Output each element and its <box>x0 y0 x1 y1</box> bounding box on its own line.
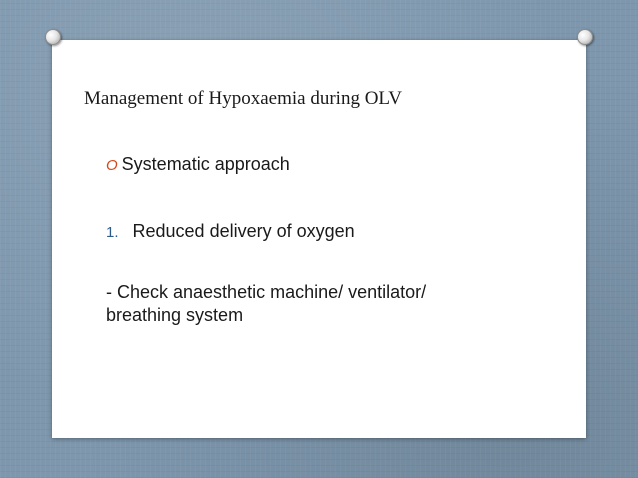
check-item <box>106 281 526 327</box>
slide-title: Management of Hypoxaemia during OLV <box>84 88 402 109</box>
numbered-marker: 1. <box>106 224 119 241</box>
bullet-item <box>106 154 290 175</box>
pushpin-icon <box>577 29 593 45</box>
check-line-1: - Check anaesthetic machine/ ventilator/ <box>106 282 427 302</box>
bullet-text: Systematic approach <box>121 154 290 174</box>
pushpin-icon <box>45 29 61 45</box>
numbered-item <box>106 221 355 242</box>
numbered-text: Reduced delivery of oxygen <box>132 221 355 241</box>
bullet-marker: O <box>106 157 118 174</box>
check-line-2: breathing system <box>106 305 244 325</box>
